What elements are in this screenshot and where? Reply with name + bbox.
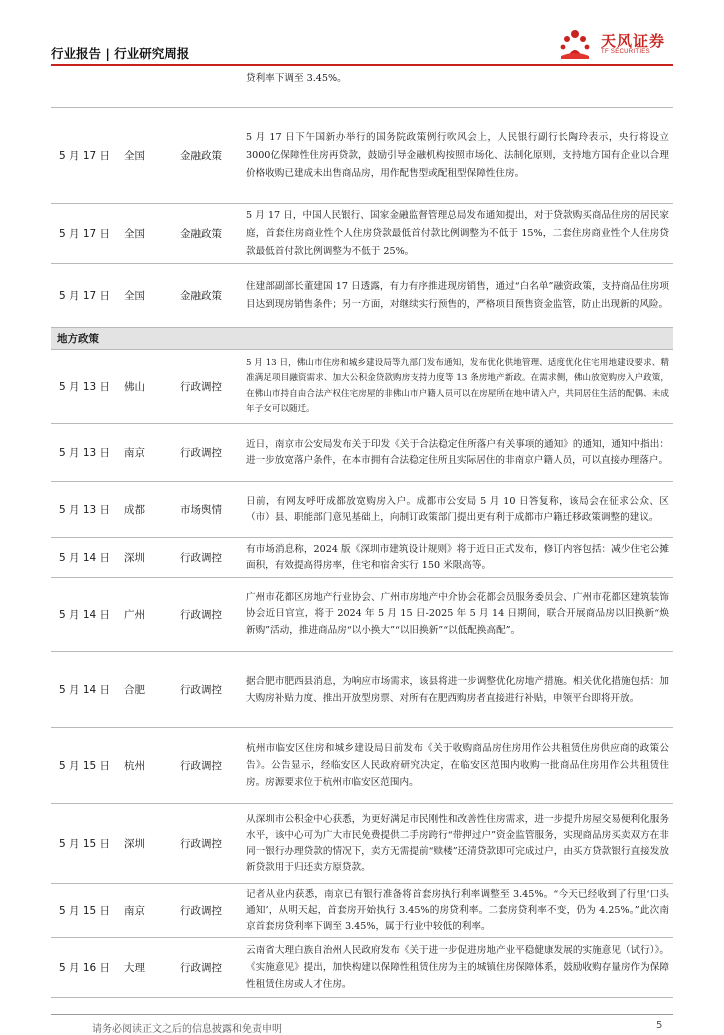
policy-table bbox=[51, 66, 673, 998]
date-cell: 5 月 15 日 bbox=[59, 760, 111, 772]
type-cell: 金融政策 bbox=[180, 228, 222, 240]
type-cell: 行政调控 bbox=[180, 609, 222, 621]
content-cell: 据合肥市肥西县消息，为响应市场需求，该县将进一步调整优化房地产措施。相关优化措施包括：加大购房补贴力度、推出开放型房票、对所有在肥西购房者直接进行补贴，申领平台即将开放。 bbox=[246, 675, 669, 704]
table-row bbox=[51, 652, 673, 728]
type-cell: 行政调控 bbox=[180, 760, 222, 772]
page-number: 5 bbox=[656, 1020, 663, 1031]
footer-disclaimer: 请务必阅读正文之后的信息披露和免责申明 bbox=[92, 1024, 282, 1035]
table-row bbox=[51, 264, 673, 328]
table-row bbox=[51, 424, 673, 482]
date-cell: 5 月 17 日 bbox=[59, 228, 111, 240]
region-cell bbox=[116, 66, 174, 107]
date-cell: 5 月 13 日 bbox=[59, 381, 111, 393]
type-cell: 行政调控 bbox=[180, 552, 222, 564]
region-cell: 成都 bbox=[124, 504, 145, 516]
content-cell: 云南省大理白族自治州人民政府发布《关于进一步促进房地产业平稳健康发展的实施意见（试行）》。《实施意见》提出，加快构建以保障性租赁住房为主的城镇住房保障体系，鼓励收购存量房作为保障性租赁住房或人才住房。 bbox=[246, 945, 669, 990]
region-cell: 杭州 bbox=[124, 760, 145, 772]
content-cell: 贷利率下调至 3.45%。 bbox=[246, 73, 347, 84]
date-cell: 5 月 17 日 bbox=[59, 290, 111, 302]
table-row bbox=[51, 108, 673, 204]
region-cell: 广州 bbox=[124, 609, 145, 621]
table-row-continuation bbox=[51, 66, 673, 108]
type-cell: 行政调控 bbox=[180, 838, 222, 850]
type-cell: 金融政策 bbox=[180, 290, 222, 302]
logo-name: 天风证券 bbox=[601, 32, 666, 50]
type-cell: 行政调控 bbox=[180, 447, 222, 459]
table-row bbox=[51, 538, 673, 578]
region-cell: 全国 bbox=[124, 290, 145, 302]
date-cell: 5 月 16 日 bbox=[59, 962, 111, 974]
content-cell: 5 月 17 日，中国人民银行、国家金融监督管理总局发布通知提出，对于贷款购买商品住房的居民家庭，首套住房商业性个人住房贷款最低首付款比例调整为不低于 15%，二套住房商业性个人住房贷款最低首付款比例调整为不低于 25%。 bbox=[246, 209, 669, 257]
date-cell bbox=[51, 66, 116, 107]
region-cell: 佛山 bbox=[124, 381, 145, 393]
type-cell: 金融政策 bbox=[180, 150, 222, 162]
logo-mark-icon bbox=[557, 28, 597, 62]
content-cell: 5 月 17 日下午国新办举行的国务院政策例行吹风会上，人民银行副行长陶玲表示，央行将设立3000亿保障性住房再贷款，鼓励引导金融机构按照市场化、法制化原则，支持地方国有企业以合理价格收购已建成未出售商品房，用作配售型或配租型保障性住房。 bbox=[246, 131, 669, 179]
date-cell: 5 月 15 日 bbox=[59, 838, 111, 850]
date-cell: 5 月 14 日 bbox=[59, 609, 111, 621]
date-cell: 5 月 14 日 bbox=[59, 552, 111, 564]
table-row bbox=[51, 938, 673, 998]
content-cell: 住建部副部长董建国 17 日透露，有力有序推进现房销售，通过“白名单”融资政策，支持商品住房项目达到现房销售条件；另一方面，对继续实行预售的，严格项目预售资金监管，防止出现新的风险。 bbox=[246, 280, 669, 310]
type-cell: 行政调控 bbox=[180, 905, 222, 917]
section-header-local-policy: 地方政策 bbox=[51, 328, 673, 350]
content-cell: 广州市花都区房地产行业协会、广州市房地产中介协会花都会员服务委员会、广州市花都区建筑装饰协会近日官宣，将于 2024 年 5 月 15 日-2025 年 5 月 14 日期间，联合开展商品房以旧换新“焕新购”活动，推进商品房“以小换大”“以旧换新”“以低配换高配”。 bbox=[246, 591, 669, 636]
region-cell: 深圳 bbox=[124, 552, 145, 564]
date-cell: 5 月 17 日 bbox=[59, 150, 111, 162]
type-cell bbox=[174, 66, 246, 107]
table-row bbox=[51, 204, 673, 264]
region-cell: 南京 bbox=[124, 447, 145, 459]
type-cell: 行政调控 bbox=[180, 381, 222, 393]
date-cell: 5 月 13 日 bbox=[59, 504, 111, 516]
table-row bbox=[51, 578, 673, 652]
region-cell: 全国 bbox=[124, 228, 145, 240]
content-cell: 杭州市临安区住房和城乡建设局日前发布《关于收购商品房住房用作公共租赁住房供应商的政策公告》。公告显示，经临安区人民政府研究决定，在临安区范围内收购一批商品住房用作公共租赁住房。房源要求位于杭州市临安区范围内。 bbox=[246, 743, 669, 788]
tf-securities-logo bbox=[557, 28, 673, 64]
content-cell: 从深圳市公积金中心获悉，为更好满足市民刚性和改善性住房需求，进一步提升房屋交易便利化服务水平，该中心可为广大市民免费提供二手房跨行“带押过户”资金监管服务，实现商品房买卖双方在非同一银行办理贷款的情况下，卖方无需提前“赎楼”还清贷款即可完成过户，由买方贷款银行直接发放新贷款用于归还卖方原贷款。 bbox=[246, 813, 669, 873]
region-cell: 南京 bbox=[124, 905, 145, 917]
content-cell: 有市场消息称，2024 版《深圳市建筑设计规则》将于近日正式发布，修订内容包括：减少住宅公摊面积，有效提高得房率，住宅和宿舍实行 150 米限高等。 bbox=[246, 543, 669, 571]
content-cell: 日前，有网友呼吁成都放宽购房入户。成都市公安局 5 月 10 日答复称，该局会在征求公众、区（市）县、职能部门意见基础上，向制订政策部门提出更有利于成都市户籍迁移政策调整的建议。 bbox=[246, 495, 669, 523]
date-cell: 5 月 14 日 bbox=[59, 684, 111, 696]
report-type-title: 行业报告 | 行业研究周报 bbox=[51, 46, 190, 61]
region-cell: 大理 bbox=[124, 962, 145, 974]
table-row bbox=[51, 884, 673, 938]
footer-divider bbox=[51, 1014, 673, 1015]
region-cell: 合肥 bbox=[124, 684, 145, 696]
table-row bbox=[51, 804, 673, 884]
type-cell: 行政调控 bbox=[180, 684, 222, 696]
region-cell: 深圳 bbox=[124, 838, 145, 850]
content-cell: 近日，南京市公安局发布关于印发《关于合法稳定住所落户有关事项的通知》的通知，通知中指出：进一步放宽落户条件，在本市拥有合法稳定住所且实际居住的非南京户籍人员，可以直接办理落户。 bbox=[246, 438, 669, 466]
table-row bbox=[51, 728, 673, 804]
logo-subtitle: TF SECURITIES bbox=[601, 49, 650, 55]
table-row bbox=[51, 482, 673, 538]
type-cell: 行政调控 bbox=[180, 962, 222, 974]
type-cell: 市场舆情 bbox=[180, 504, 222, 516]
content-cell: 5 月 13 日，佛山市住房和城乡建设局等九部门发布通知，发布优化供地管理、适度优化住宅用地建设要求、精准满足项目融资需求、加大公积金贷款购房支持力度等 13 条房地产新政。在需求侧，佛山放宽购房入户政策，在佛山市持自由合法产权住宅房屋的非佛山市户籍人员可以在房屋所在地申请入户，共同居住生活的配偶、未成年子女可以随迁。 bbox=[246, 357, 669, 414]
region-cell: 全国 bbox=[124, 150, 145, 162]
date-cell: 5 月 15 日 bbox=[59, 905, 111, 917]
table-row bbox=[51, 350, 673, 424]
content-cell: 记者从业内获悉，南京已有银行准备将首套房执行利率调整至 3.45%。“今天已经收到了行里‘口头通知’，从明天起，首套房开始执行 3.45%的房贷利率。二套房贷利率不变，仍为 4.25%。”此次南京首套房贷利率下调至 3.45%，属于行业中较低的利率。 bbox=[246, 888, 669, 932]
date-cell: 5 月 13 日 bbox=[59, 447, 111, 459]
